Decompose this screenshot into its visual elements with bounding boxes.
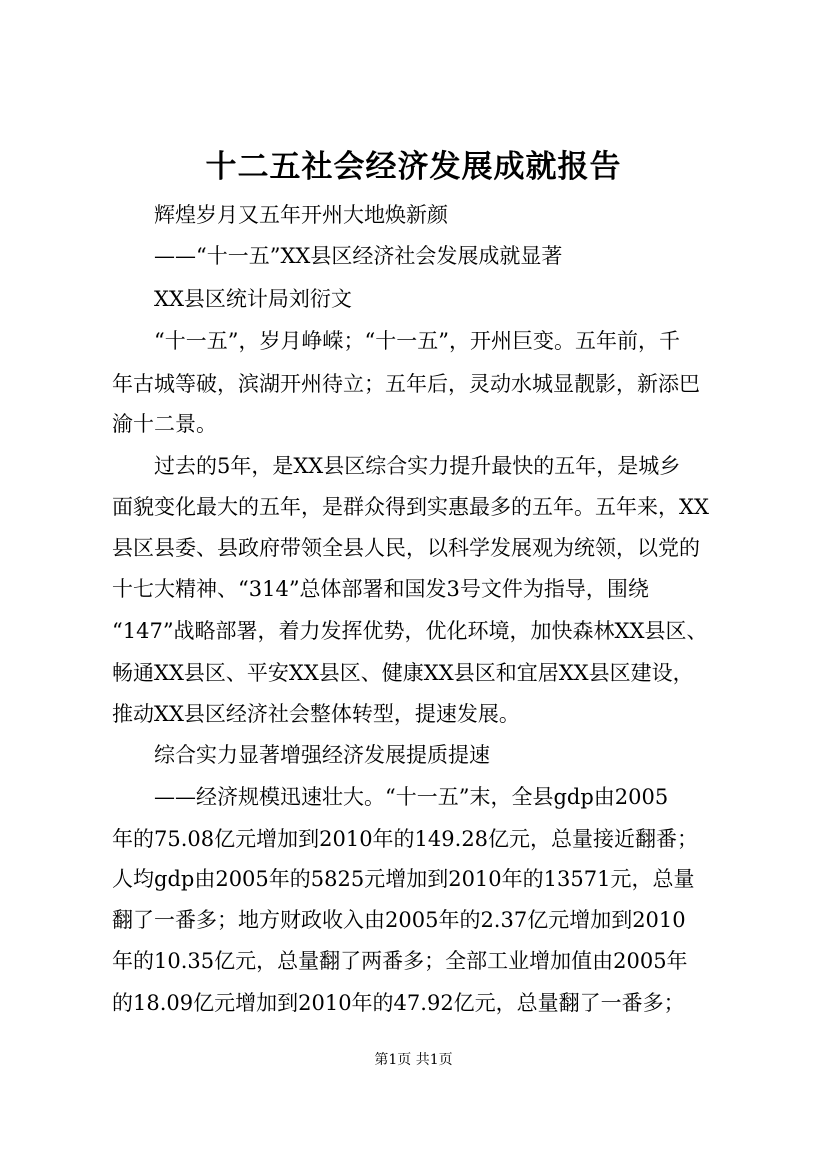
paragraph-3-line: 的18.09亿元增加到2010年的47.92亿元，总量翻了一番多；: [112, 991, 685, 1015]
author-line: XX县区统计局刘衍文: [154, 287, 352, 311]
paragraph-3-line: 年的75.08亿元增加到2010年的149.28亿元，总量接近翻番；: [112, 827, 699, 851]
paragraph-3-line: 翻了一番多；地方财政收入由2005年的2.37亿元增加到2010: [112, 908, 686, 932]
paragraph-2-line: 县区县委、县政府带领全县人民，以科学发展观为统领，以党的: [112, 536, 700, 560]
section-heading: 综合实力显著增强经济发展提质提速: [154, 743, 490, 767]
paragraph-2-line: 面貌变化最大的五年，是群众得到实惠最多的五年。五年来，XX: [112, 495, 709, 519]
paragraph-1-line: 年古城等破，滨湖开州待立；五年后，灵动水城显靓影，新添巴: [112, 372, 700, 396]
paragraph-2-line: 畅通XX县区、平安XX县区、健康XX县区和宜居XX县区建设，: [112, 661, 694, 685]
subtitle: 辉煌岁月又五年开州大地焕新颜: [154, 203, 448, 227]
document-title: 十二五社会经济发展成就报告: [205, 149, 622, 185]
paragraph-1-line: 渝十二景。: [112, 412, 217, 436]
paragraph-2-line: “147”战略部署，着力发挥优势，优化环境，加快森林XX县区、: [112, 619, 708, 643]
paragraph-3-line: 年的10.35亿元，总量翻了两番多；全部工业增加值由2005年: [112, 949, 688, 973]
paragraph-2-line: 推动XX县区经济社会整体转型，提速发展。: [112, 702, 520, 726]
paragraph-2-line: 十七大精神、“314”总体部署和国发3号文件为指导，围绕: [112, 577, 649, 601]
paragraph-3-line: ——经济规模迅速壮大。“十一五”末，全县gdp由2005: [154, 785, 669, 809]
subtitle-2: ——“十一五”XX县区经济社会发展成就显著: [154, 244, 563, 268]
paragraph-3-line: 人均gdp由2005年的5825元增加到2010年的13571元，总量: [112, 867, 695, 891]
paragraph-1-line: “十一五”，岁月峥嵘；“十一五”，开州巨变。五年前，千: [154, 329, 680, 353]
page-number-footer: 第1页 共1页: [374, 1052, 453, 1068]
paragraph-2-line: 过去的5年，是XX县区综合实力提升最快的五年，是城乡: [154, 454, 681, 478]
